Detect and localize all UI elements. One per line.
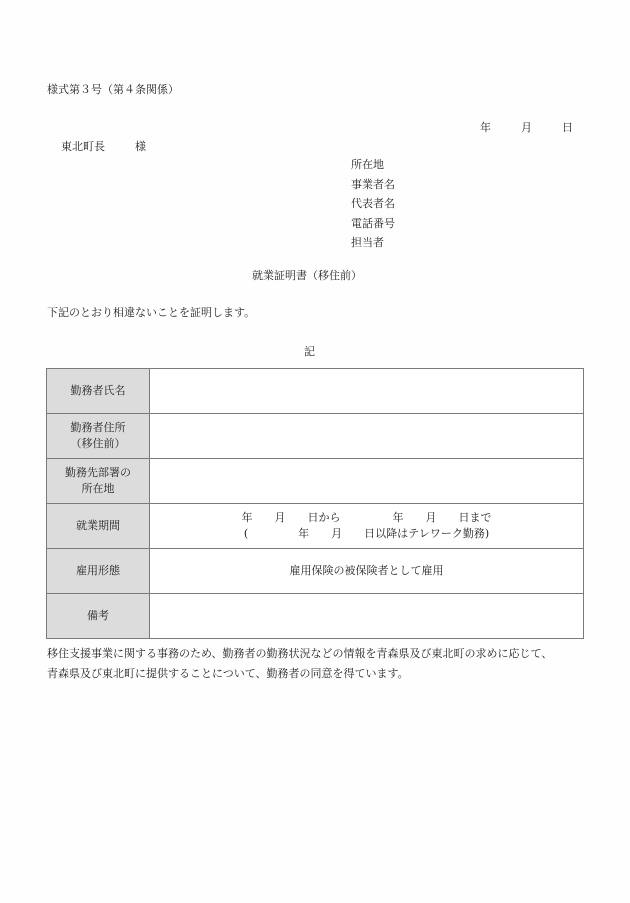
sender-business-label: 事業者名 <box>351 177 395 191</box>
label-remarks: 備考 <box>47 594 150 639</box>
label-employment-type: 雇用形態 <box>47 549 150 594</box>
label-employment-period: 就業期間 <box>47 504 150 549</box>
sender-representative-label: 代表者名 <box>351 197 395 210</box>
table-row <box>47 459 584 504</box>
sender-contact-label: 担当者 <box>351 236 384 249</box>
table-row <box>47 594 584 639</box>
table-row <box>47 369 584 414</box>
intro-text: 下記のとおり相違ないことを証明します。 <box>47 306 256 319</box>
consent-note: 移住支援事業に関する事務のため、勤務者の勤務状況などの情報を青森県及び東北町の求めに応じて、 青森県及び東北町に提供することについて、勤務者の同意を得ています。 <box>47 647 553 680</box>
worker-name-field[interactable] <box>150 369 584 414</box>
label-worker-address: 勤務者住所 （移住前） <box>47 414 150 459</box>
addressee-honorific: 様 <box>135 140 146 153</box>
form-number: 様式第３号（第４条関係） <box>47 83 179 96</box>
date-day: 日 <box>562 121 573 134</box>
document-title: 就業証明書（移住前） <box>252 269 362 282</box>
label-worker-name: 勤務者氏名 <box>47 369 150 414</box>
date-year: 年 <box>480 121 491 134</box>
table-row <box>47 549 584 594</box>
addressee <box>61 138 146 154</box>
sender-fields <box>351 155 395 253</box>
date-month: 月 <box>521 121 532 134</box>
ki-heading: 記 <box>304 345 315 358</box>
period-line-1: 年 月 日から 年 月 日まで <box>241 511 492 524</box>
date-line <box>480 119 573 135</box>
table-row <box>47 414 584 459</box>
employment-period-field[interactable] <box>150 504 584 549</box>
label-workplace-location: 勤務先部署の 所在地 <box>47 459 150 504</box>
period-line-2: ( 年 月 日以降はテレワーク勤務) <box>243 527 490 540</box>
sender-phone-label: 電話番号 <box>351 216 395 230</box>
sender-address-label: 所在地 <box>351 158 384 171</box>
employment-type-field[interactable]: 雇用保険の被保険者として雇用 <box>150 549 584 594</box>
remarks-field[interactable] <box>150 594 584 639</box>
addressee-name: 東北町長 <box>61 140 105 153</box>
certificate-table <box>46 368 584 639</box>
table-row <box>47 504 584 549</box>
worker-address-field[interactable] <box>150 414 584 459</box>
workplace-location-field[interactable] <box>150 459 584 504</box>
